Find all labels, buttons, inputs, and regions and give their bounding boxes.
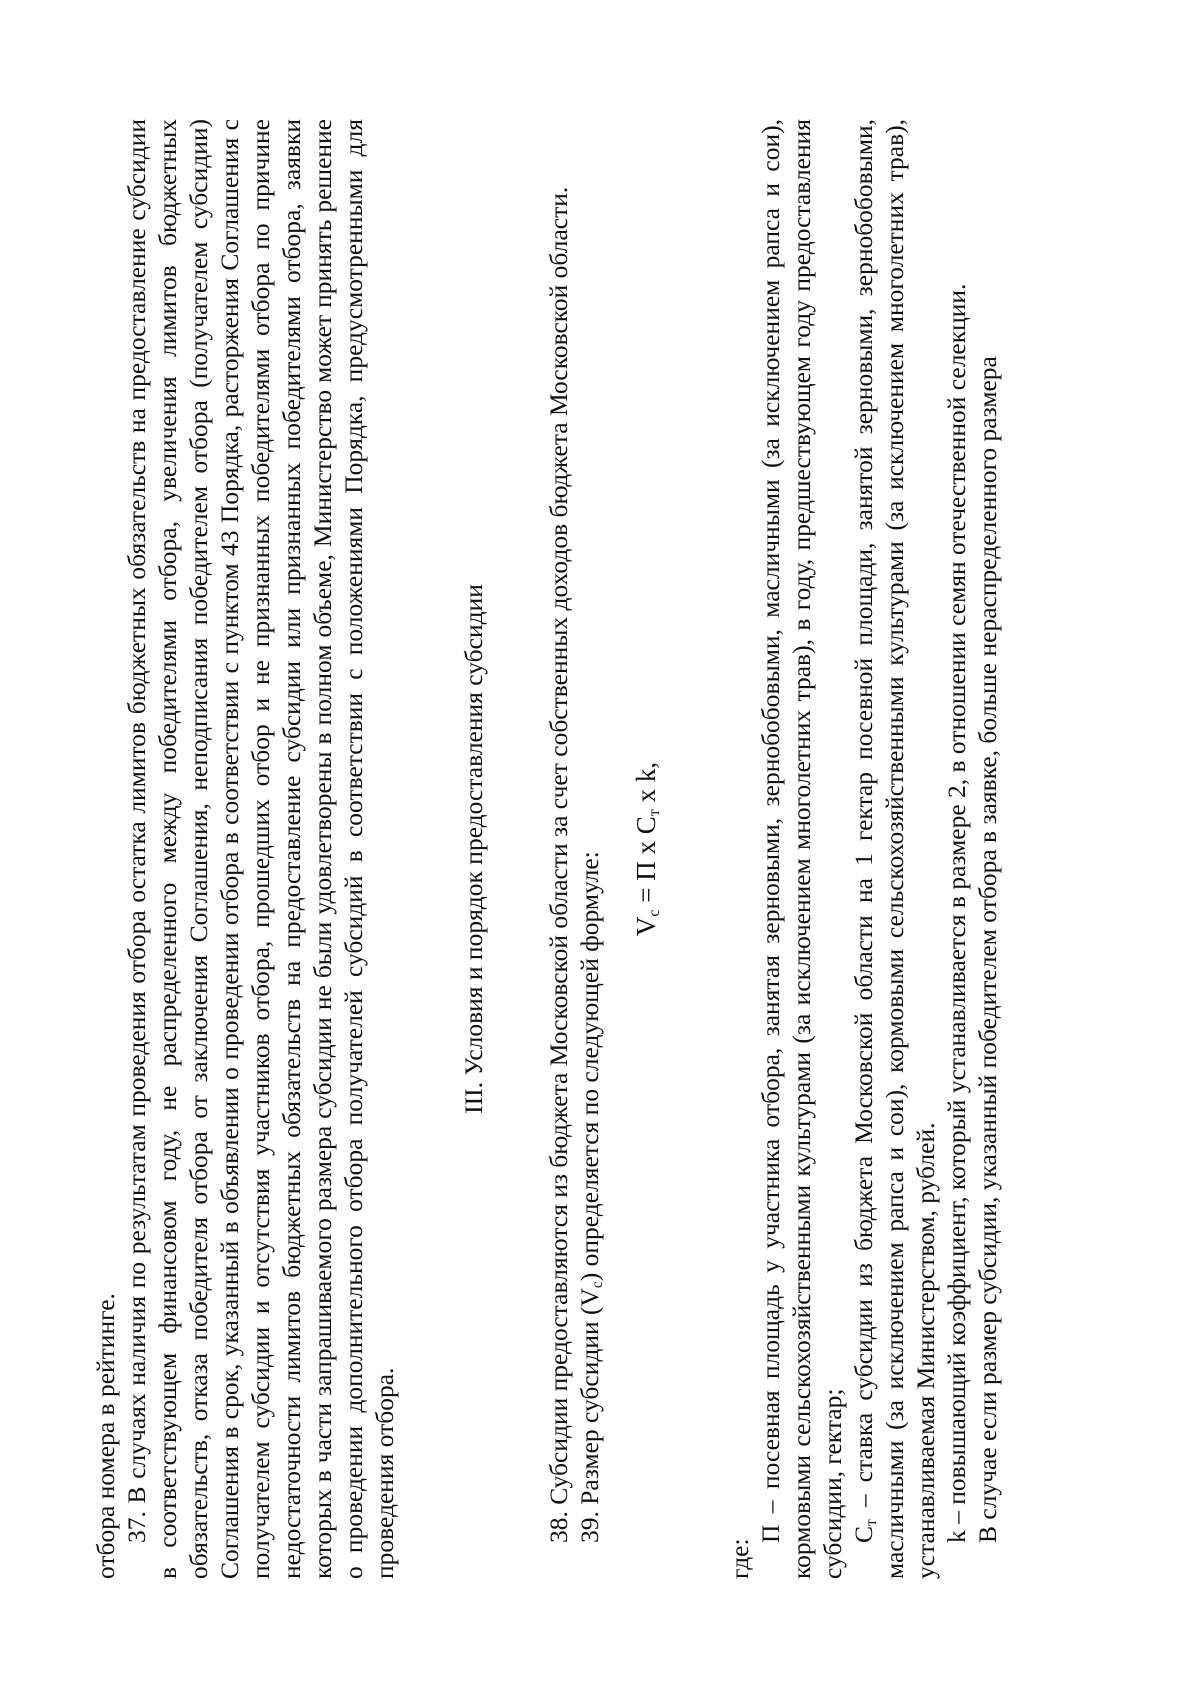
p39-subscript: с [588,1281,606,1289]
paragraph-38: 38. Субсидии предоставляются из бюджета Московской области за счет собственных доходов бюджета Московской области. [544,186,573,1543]
formula-mid: = П x С [631,816,661,910]
definition-p: П – посевная площадь у участника отбора, занятая зерновыми, зернобобовыми, масличными (за исключением рапса и сои), кормовыми сельскохозяйственными культурами (за исключением многолетних трав), в году, предшествующем году предоставления субсидии, гектар; [756,119,847,1579]
formula-lhs: V [631,916,661,937]
def-c-subscript: т [862,1519,880,1526]
subsidy-formula [631,119,662,1579]
section-heading: III. Условия и порядок предоставления субсидии [459,584,488,1114]
document-text [90,119,1110,1579]
paragraph-37: 37. В случаях наличия по результатам проведения отбора остатка лимитов бюджетных обязательств на предоставление субсидии в соответствующем финансовом году, не распределенного между победителями отбора, увеличения лимитов бюджетных обязательств, отказа победителя отбора от заключения Соглашения, неподписания победителем отбора (получателем субсидии) Соглашения в срок, указанный в объявлении о проведении отбора в соответствии с пунктом 43 Порядка, расторжения Соглашения с получателем субсидии и отсутствия участников отбора, прошедших отбор и не признанных победителями отбора по причине недостаточности лимитов бюджетных обязательств на предоставление субсидии или признанных победителями отбора, заявки которых в части запрашиваемого размера субсидии не были удовлетворены в полном объеме, Министерство может принять решение о проведении дополнительного отбора получателей субсидий в соответствии с положениями Порядка, предусмотренными для проведения отбора. [122,119,399,1579]
paragraph-39 [574,119,605,1579]
formula-lhs-subscript: с [645,909,664,917]
def-c-symbol: С [849,1525,878,1543]
p39-text-before: 39. Размер субсидии (V [575,1288,604,1543]
where-label: где: [725,1538,754,1579]
p39-text-after: ) определяется по следующей формуле: [575,851,604,1282]
definition-k: k – повышающий коэффициент, который устанавливается в размере 2, в отношении семян отечественной селекции. [942,283,971,1543]
paragraph-last: В случае если размер субсидии, указанный победителем отбора в заявке, больше нераспределенного размера [973,356,1002,1543]
definition-c [848,119,941,1579]
formula-rhs: x k, [631,761,661,810]
def-c-text: – ставка субсидии из бюджета Московской области на 1 гектар посевной площади, занятой зерновыми, зернобобовыми, масличными (за исключением рапса и сои), кормовыми сельскохозяйственными культурами (за исключением многолетних трав), устанавливаемая Министерством, рублей. [849,119,940,1579]
paragraph-intro: отбора номера в рейтинге. [91,1293,120,1579]
formula-mid-subscript: т [645,809,664,817]
